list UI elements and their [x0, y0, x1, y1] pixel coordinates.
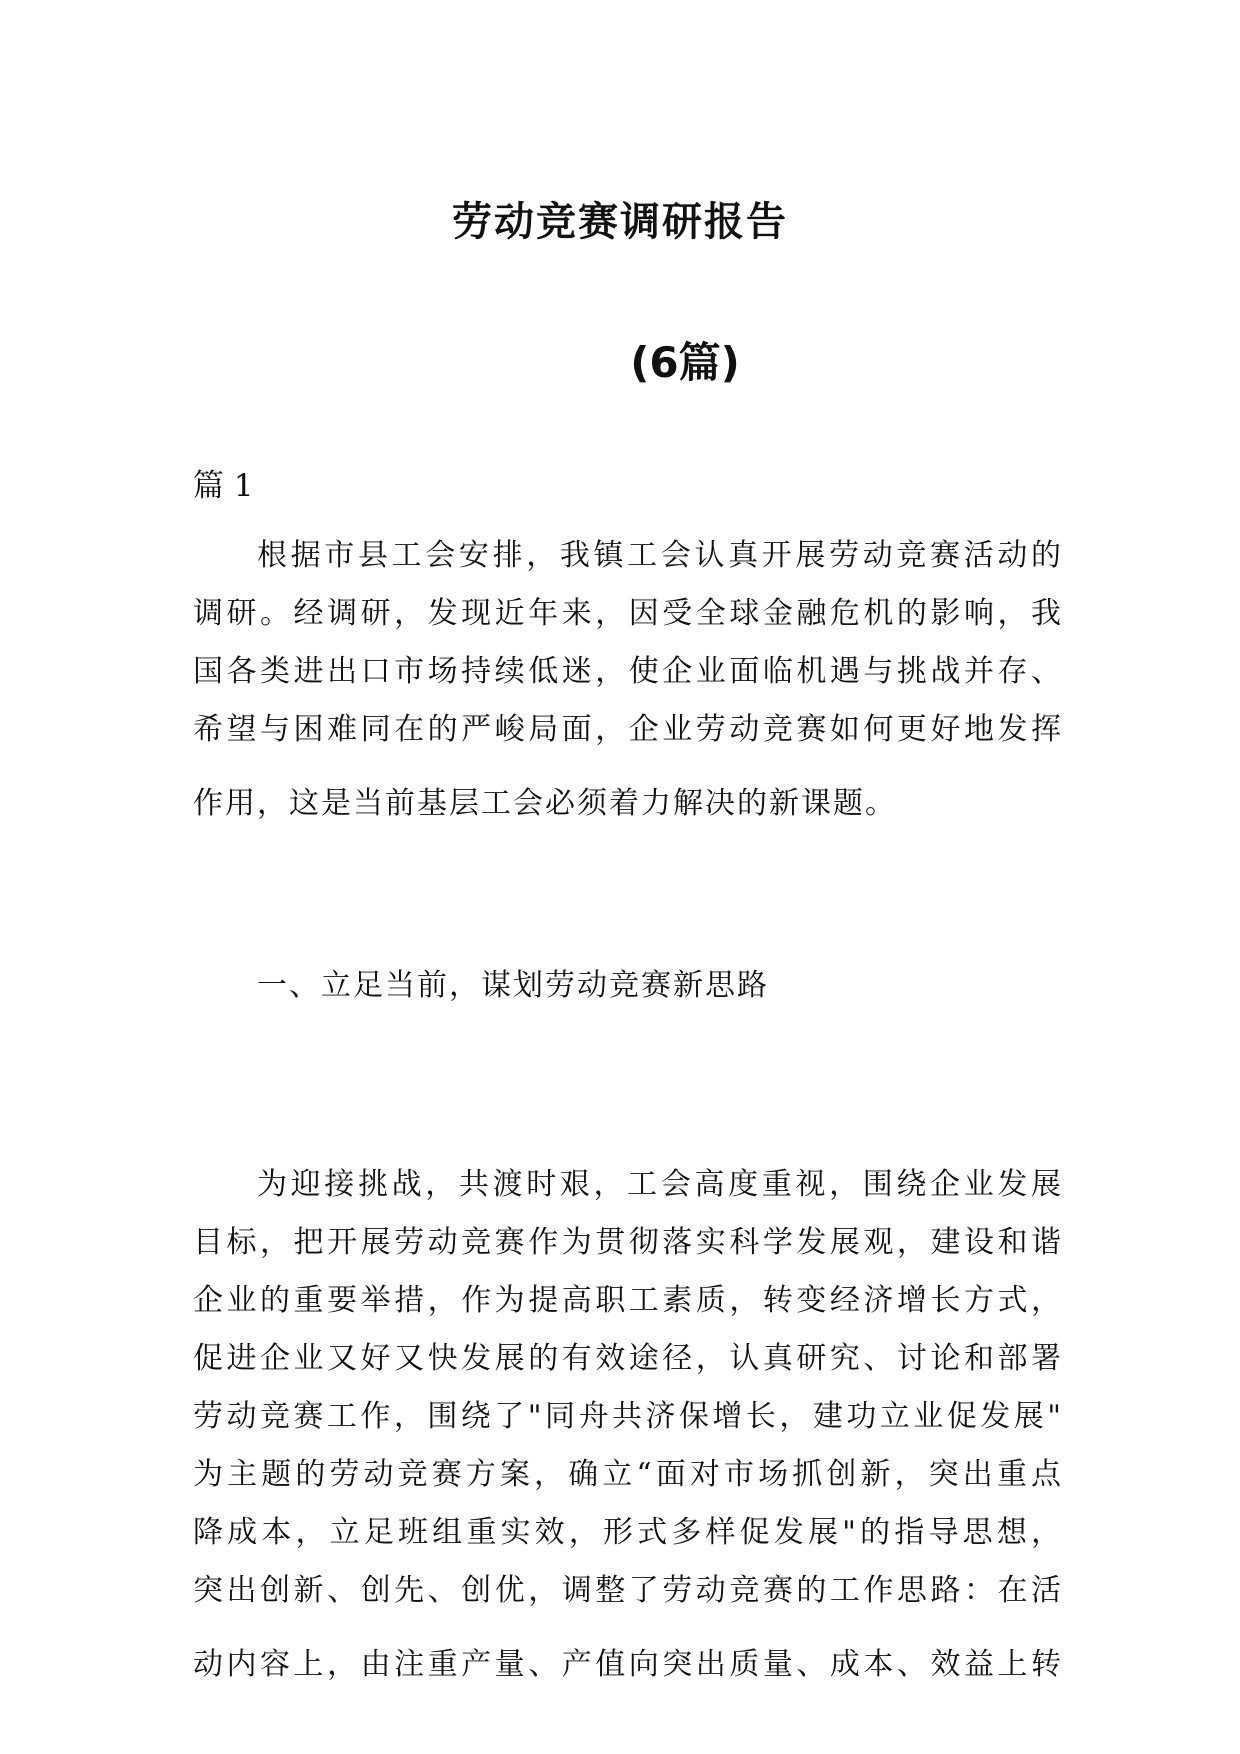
paragraph-line: 降成本，立足班组重实效，形式多样促发展"的指导思想， [193, 1515, 1063, 1550]
paragraph-line: 促进企业又好又快发展的有效途径，认真研究、讨论和部署 [193, 1341, 1063, 1376]
document-subtitle: (6篇) [630, 338, 740, 387]
paragraph-line: 为迎接挑战，共渡时艰，工会高度重视，围绕企业发展 [257, 1167, 1063, 1202]
paragraph-line: 作用，这是当前基层工会必须着力解决的新课题。 [193, 786, 897, 821]
paragraph-line: 根据市县工会安排，我镇工会认真开展劳动竞赛活动的 [257, 538, 1063, 573]
paragraph-line: 希望与困难同在的严峻局面，企业劳动竞赛如何更好地发挥 [193, 712, 1063, 747]
paragraph-line: 劳动竞赛工作，围绕了"同舟共济保增长，建功立业促发展" [193, 1399, 1063, 1434]
paragraph-line: 动内容上，由注重产量、产值向突出质量、成本、效益上转 [193, 1647, 1063, 1682]
paragraph-line: 国各类进出口市场持续低迷，使企业面临机遇与挑战并存、 [193, 654, 1063, 689]
section-heading: 一、立足当前，谋划劳动竞赛新思路 [257, 968, 769, 1003]
paragraph-line: 企业的重要举措，作为提高职工素质，转变经济增长方式， [193, 1283, 1063, 1318]
document-title: 劳动竞赛调研报告 [452, 199, 788, 245]
paragraph-line: 调研。经调研，发现近年来，因受全球金融危机的影响，我 [193, 596, 1063, 631]
paragraph-line: 突出创新、创先、创优，调整了劳动竞赛的工作思路：在活 [193, 1573, 1063, 1608]
paragraph-line: 目标，把开展劳动竞赛作为贯彻落实科学发展观，建设和谐 [193, 1225, 1063, 1260]
paragraph-body [193, 1156, 1063, 1694]
section-label: 篇 1 [193, 468, 254, 504]
paragraph-line: 为主题的劳动竞赛方案，确立“面对市场抓创新，突出重点 [193, 1457, 1063, 1492]
paragraph-intro [193, 527, 1063, 833]
